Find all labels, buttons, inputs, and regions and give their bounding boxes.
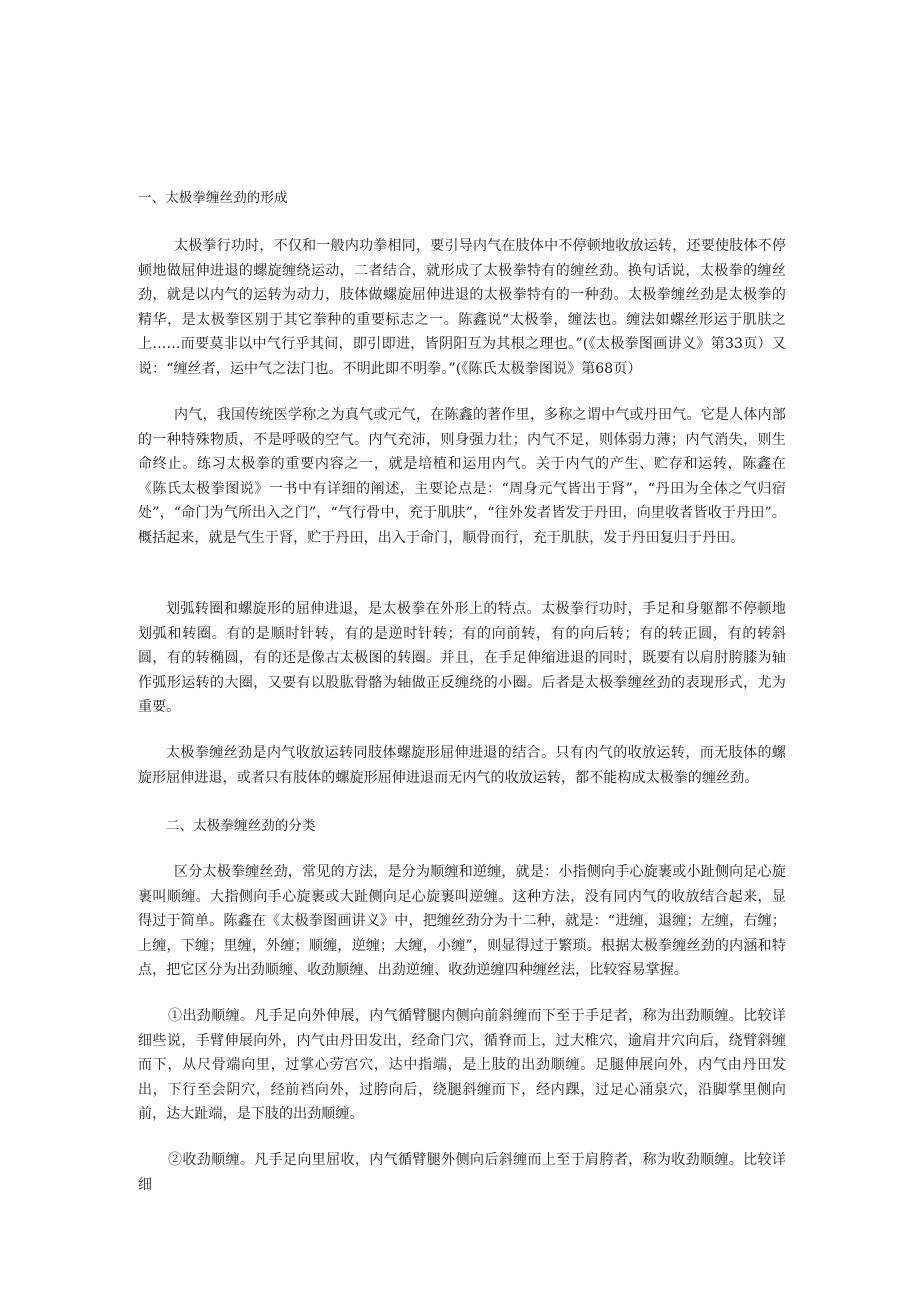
- paragraph-formation-intro: 太极拳行功时，不仅和一般内功拳相同，要引导内气在肢体中不停顿地收放运转，还要使肢体不停顿地做屈伸进退的螺旋缠绕运动，二者结合，就形成了太极拳特有的缠丝劲。换句话说，太极拳的缠丝劲，就是以内气的运转为动力，肢体做螺旋屈伸进退的太极拳特有的一种劲。太极拳缠丝劲是太极拳的精华，是太极拳区别于其它拳种的重要标志之一。陈鑫说“太极拳，缠法也。缠法如螺丝形运于肌肤之上……而要莫非以中气行乎其间，即引即进，皆阴阳互为其根之理也。”(《太极拳图画讲义》第33页）又说：“缠丝者，运中气之法门也。不明此即不明拳。”(《陈氏太极拳图说》第68页）: [138, 238, 786, 377]
- paragraph-classification: 区分太极拳缠丝劲，常见的方法，是分为顺缠和逆缠，就是：小指侧向手心旋裹或小趾侧向足心旋裹叫顺缠。大指侧向手心旋裹或大趾侧向足心旋裹叫逆缠。这种方法，没有同内气的收放结合起来，显得过于简单。陈鑫在《太极拳图画讲义》中，把缠丝劲分为十二种，就是：“进缠，退缠；左缠，右缠；上缠，下缠；里缠，外缠；顺缠，逆缠；大缠，小缠”，则显得过于繁琐。根据太极拳缠丝劲的内涵和特点，把它区分为出劲顺缠、收劲顺缠、出劲逆缠、收劲逆缠四种缠丝法，比较容易掌握。: [138, 864, 786, 979]
- paragraph-combination: 太极拳缠丝劲是内气收放运转同肢体螺旋形屈伸进退的结合。只有内气的收放运转，而无肢体的螺旋形屈伸进退，或者只有肢体的螺旋形屈伸进退而无内气的收放运转，都不能构成太极拳的缠丝劲。: [138, 745, 786, 786]
- paragraph-external-form: 划弧转圈和螺旋形的屈伸进退，是太极拳在外形上的特点。太极拳行功时，手足和身躯都不停顿地划弧和转圈。有的是顺时针转，有的是逆时针转；有的向前转，有的向后转；有的转正圆，有的转斜圆，有的转椭圆，有的还是像古太极图的转圈。并且，在手足伸缩进退的同时，既要有以肩肘胯膝为轴作弧形运转的大圈，又要有以股肱骨骼为轴做正反缠绕的小圈。后者是太极拳缠丝劲的表现形式，尤为重要。: [138, 601, 786, 716]
- section-heading-formation: 一、太极拳缠丝劲的形成: [138, 190, 288, 206]
- paragraph-outgoing-forward-coil: ①出劲顺缠。凡手足向外伸展，内气循臂腿内侧向前斜缠而下至于手足者，称为出劲顺缠。比较详细些说，手臂伸展向外，内气由丹田发出，经命门穴，循脊而上，过大椎穴，逾肩井穴向后，绕臂斜缠而下，从尺骨端向里，过掌心劳宫穴，达中指端，是上肢的出劲顺缠。足腿伸展向外，内气由丹田发出，下行至会阴穴，经前裆向外，过胯向后，绕腿斜缠而下，经内踝，过足心涌泉穴，沿脚掌里侧向前，达大趾端，是下肢的出劲顺缠。: [138, 1008, 786, 1123]
- section-heading-classification: 二、太极拳缠丝劲的分类: [166, 818, 316, 834]
- paragraph-receiving-forward-coil: ②收劲顺缠。凡手足向里屈收，内气循臂腿外侧向后斜缠而上至于肩胯者，称为收劲顺缠。比较详细: [138, 1152, 786, 1193]
- paragraph-inner-qi: 内气，我国传统医学称之为真气或元气，在陈鑫的著作里，多称之谓中气或丹田气。它是人体内部的一种特殊物质，不是呼吸的空气。内气充沛，则身强力壮；内气不足，则体弱力薄；内气消失，则生命终止。练习太极拳的重要内容之一，就是培植和运用内气。关于内气的产生、贮存和运转，陈鑫在《陈氏太极拳图说》一书中有详细的阐述，主要论点是：“周身元气皆出于肾”，“丹田为全体之气归宿处”，“命门为气所出入之门”，“气行骨中，充于肌肤”，“往外发者皆发于丹田，向里收者皆收于丹田”。概括起来，就是气生于肾，贮于丹田，出入于命门，顺骨而行，充于肌肤，发于丹田复归于丹田。: [138, 407, 786, 546]
